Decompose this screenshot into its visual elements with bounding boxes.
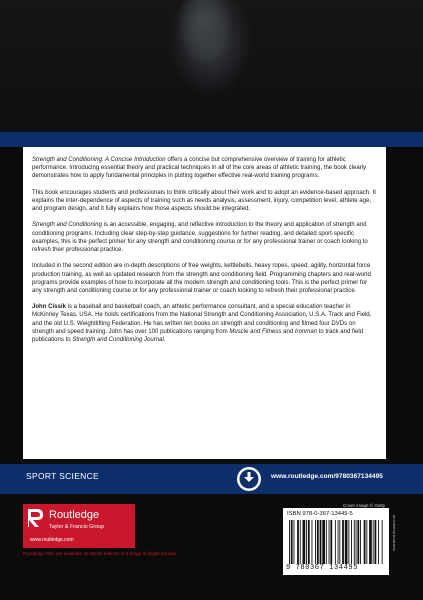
author-name: John Cissik <box>32 304 66 311</box>
blurb-box <box>23 147 386 459</box>
barcode-bar <box>308 520 310 564</box>
barcode-bar <box>375 520 377 564</box>
barcode-bar <box>356 520 357 564</box>
barcode-bar <box>366 520 367 564</box>
barcode-bar <box>303 520 306 564</box>
informa-side-text: an informa business <box>392 515 397 551</box>
subject-label: SPORT SCIENCE <box>26 471 100 481</box>
barcode-bar <box>294 520 295 564</box>
ebook-note: Routledge titles are available as eBook editions in a range of digital formats <box>23 551 177 556</box>
barcode-bar <box>306 520 307 564</box>
magazine-title: Muscle and Fitness <box>229 328 282 335</box>
blurb-paragraph-3 <box>32 221 378 254</box>
barcode-bar <box>339 520 340 564</box>
barcode-box <box>283 508 389 575</box>
author-bio <box>32 303 378 344</box>
routledge-r-icon <box>26 507 45 529</box>
barcode-bar <box>348 520 349 564</box>
book-title-short: Strength and Conditioning <box>32 222 102 229</box>
barcode-bar <box>312 520 313 564</box>
barcode-bar <box>315 520 316 564</box>
blurb-paragraph-1 <box>32 156 378 181</box>
magazine-title: Ironman <box>294 328 318 335</box>
barcode-bar <box>326 520 327 564</box>
publisher-website[interactable]: www.routledge.com <box>30 537 74 543</box>
cover-credit: Cover image © Getty <box>343 503 386 508</box>
routledge-logo <box>23 504 135 548</box>
barcode-bar <box>345 520 348 564</box>
blurb-text: offers a concise but comprehensive overview of training for athletic performance. Introducing essential theory and practical techniques in all of the core areas of athletic training, the book clearly demonstrates how to apply fundamental principles in putting together effective real-world training programs. <box>32 157 367 180</box>
barcode-bar <box>322 520 325 564</box>
resources-url[interactable]: www.routledge.com/9780367134495 <box>271 473 383 480</box>
barcode-bar <box>382 520 383 564</box>
barcode-bar <box>289 520 290 564</box>
book-title: Strength and Conditioning: A Concise Introduction <box>32 157 166 163</box>
barcode-bar <box>342 520 344 564</box>
barcode-bar <box>291 520 293 564</box>
blurb-text: is an accessible, engaging, and reflective introduction to the theory and application of strength and conditioning programs. Including clear step-by-step guidance, suggestions for further reading, and detailed sport-specific examples, this is the perfect primer for any strength and conditioning course or for any professional trainer or coach looking to refresh their professional practice. <box>32 222 368 254</box>
barcode-bar <box>351 520 352 564</box>
cover-photo <box>0 0 423 140</box>
bio-text: is a baseball and basketball coach, an athletic performance consultant, and a special education teacher in McKinney Texas, USA. He holds certifications from the National Strength and Conditioning Association, U.S.A. Track and Field, and the old U.S. Weightlifting Federation. He has written ten books on strength and conditioning and filmed four DVDs on strength and speed training. John has over 100 publications ranging from <box>32 304 372 335</box>
journal-title: Strength and Conditioning Journal <box>72 337 164 344</box>
publisher-name: Routledge <box>49 509 100 521</box>
barcode-bar <box>297 520 299 564</box>
publisher-group: Taylor & Francis Group <box>49 524 105 530</box>
barcode-bar <box>317 520 319 564</box>
barcode-bar <box>320 520 322 564</box>
blurb-paragraph-2: This book encourages students and professionals to think critically about their work and to adopt an evidence-based approach. It explains the inter-dependence of aspects of training such as needs analysis, assessment, injury, competition level, athlete age, and program design, and it fully explains how those aspects should be integrated. <box>32 189 376 213</box>
bio-text: . <box>163 337 166 344</box>
bio-text: to track and field publications to <box>32 328 364 344</box>
resources-badge-icon <box>236 466 262 492</box>
barcode-number: 9 780367 134495 <box>286 564 359 572</box>
barcode-bar <box>329 520 330 564</box>
blurb-paragraph-4: Included in the second edition are in-depth descriptions of free weights, kettlebells, heavy ropes, speed, agility, horizontal force production training, as well as updated research from the strength and conditioning field. Programming chapters and real-world programs provide examples of how to incorporate all the modern strength and conditioning tools. This is the perfect primer for any strength and conditioning course or for any professional trainer or coach looking to refresh their professional practice. <box>32 263 371 294</box>
bio-text: and <box>281 328 295 335</box>
barcode-bar <box>300 520 301 564</box>
barcode-bars <box>287 520 385 566</box>
top-navy-band <box>0 132 423 147</box>
isbn: ISBN 978-0-367-13449-5 <box>287 511 353 517</box>
barcode-bar <box>364 520 366 564</box>
barcode-bar <box>357 520 359 564</box>
barcode-bar <box>354 520 355 564</box>
barcode-bar <box>373 520 374 564</box>
barcode-bar <box>360 520 361 564</box>
barcode-bar <box>369 520 372 564</box>
barcode-bar <box>335 520 336 564</box>
barcode-bar <box>330 520 332 564</box>
barcode-bar <box>338 520 339 564</box>
barcode-bar <box>378 520 379 564</box>
